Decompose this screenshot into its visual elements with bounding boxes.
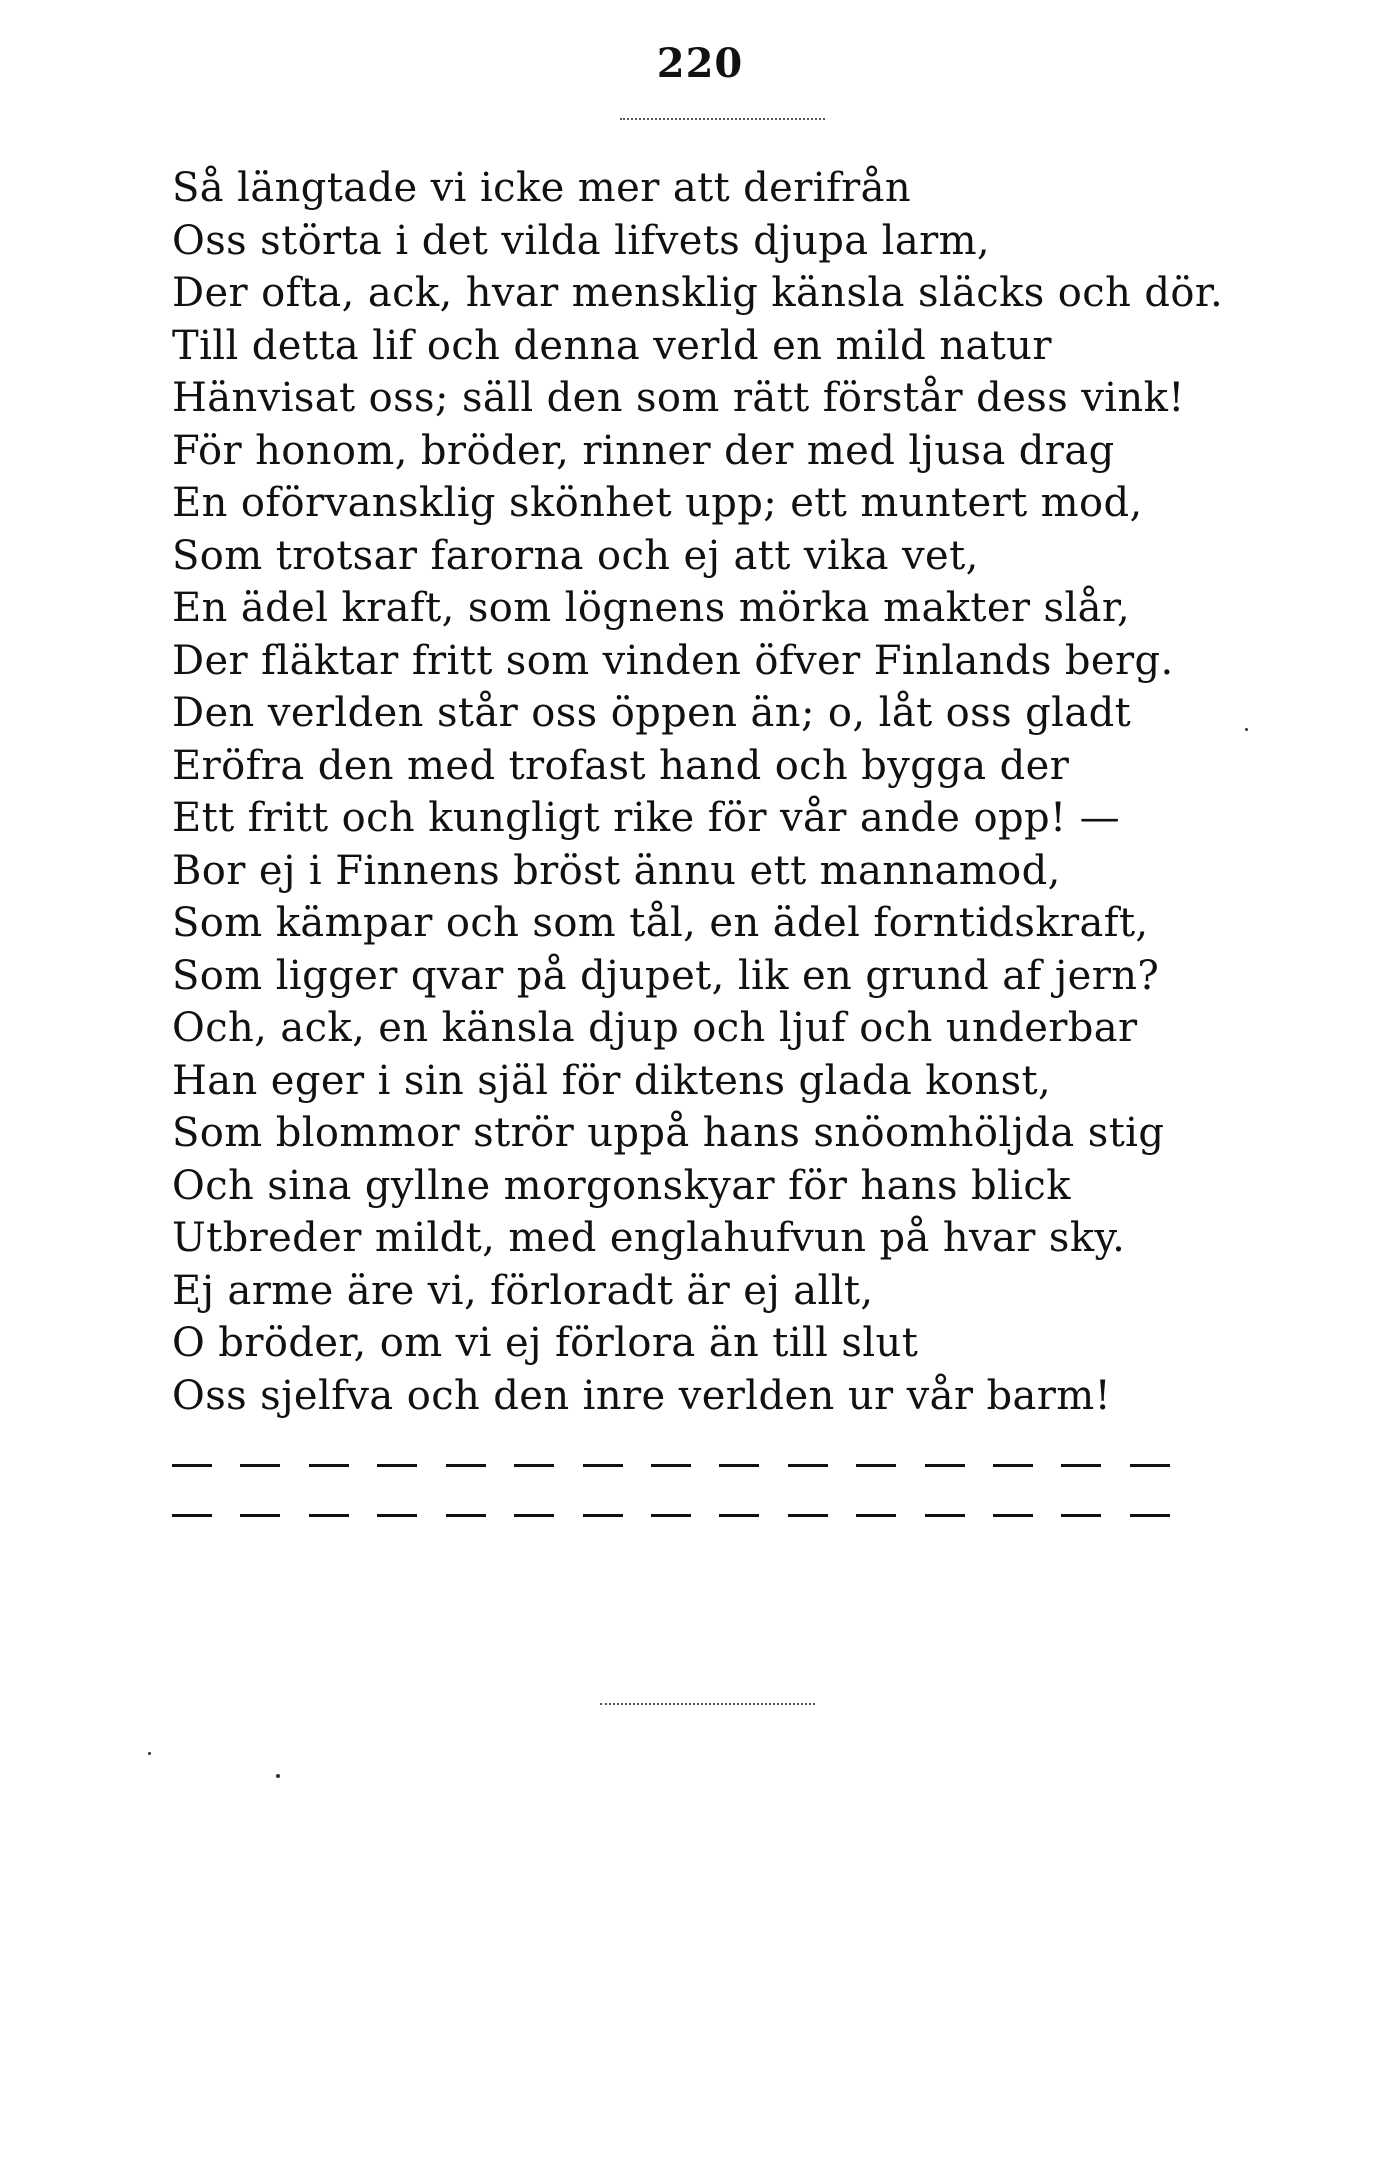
poem-line-10: Der fläktar fritt som vinden öfver Finlands berg. [172, 637, 1174, 684]
bottom-rule [600, 1703, 815, 1705]
poem-line-9: En ädel kraft, som lögnens mörka makter slår, [172, 585, 1131, 631]
poem-line-17: Och, ack, en känsla djup och ljuf och underbar [172, 1005, 1138, 1051]
print-speck [276, 1774, 280, 1778]
poem-line-15: Som kämpar och som tål, en ädel forntidskraft, [172, 900, 1149, 946]
poem-line-13: Ett fritt och kungligt rike för vår ande opp! — [172, 795, 1120, 841]
omission-dashes-row-1 [172, 1464, 1170, 1467]
top-rule [620, 118, 825, 120]
poem-line-11: Den verlden står oss öppen än; o, låt oss gladt [172, 690, 1132, 736]
poem-line-24: Oss sjelfva och den inre verlden ur vår barm! [172, 1372, 1112, 1419]
poem-line-7: En oförvansklig skönhet upp; ett muntert mod, [172, 480, 1143, 526]
print-speck [148, 1752, 151, 1755]
poem-line-6: För honom, bröder, rinner der med ljusa drag [172, 427, 1115, 474]
poem-line-12: Eröfra den med trofast hand och bygga der [172, 742, 1070, 789]
poem-line-5: Hänvisat oss; säll den som rätt förstår dess vink! [172, 375, 1185, 421]
poem-line-8: Som trotsar farorna och ej att vika vet, [172, 532, 979, 579]
poem-line-4: Till detta lif och denna verld en mild natur [172, 322, 1052, 369]
poem-line-22: Ej arme äre vi, förloradt är ej allt, [172, 1267, 874, 1314]
poem-line-20: Och sina gyllne morgonskyar för hans blick [172, 1162, 1071, 1209]
poem-text [172, 162, 1272, 1422]
poem-line-19: Som blommor strör uppå hans snöomhöljda stig [172, 1110, 1165, 1156]
poem-line-2: Oss störta i det vilda lifvets djupa larm, [172, 217, 991, 264]
poem-line-16: Som ligger qvar på djupet, lik en grund af jern? [172, 952, 1160, 999]
poem-line-18: Han eger i sin själ för diktens glada konst, [172, 1057, 1052, 1104]
poem-line-23: O bröder, om vi ej förlora än till slut [172, 1320, 919, 1366]
omission-dashes-row-2 [172, 1514, 1170, 1517]
page-number: 220 [656, 40, 744, 87]
poem-line-1: Så längtade vi icke mer att derifrån [172, 165, 912, 211]
print-speck [1245, 728, 1248, 731]
poem-line-14: Bor ej i Finnens bröst ännu ett mannamod, [172, 847, 1061, 894]
poem-line-21: Utbreder mildt, med englahufvun på hvar sky. [172, 1215, 1126, 1261]
poem-line-3: Der ofta, ack, hvar mensklig känsla släcks och dör. [172, 270, 1224, 316]
